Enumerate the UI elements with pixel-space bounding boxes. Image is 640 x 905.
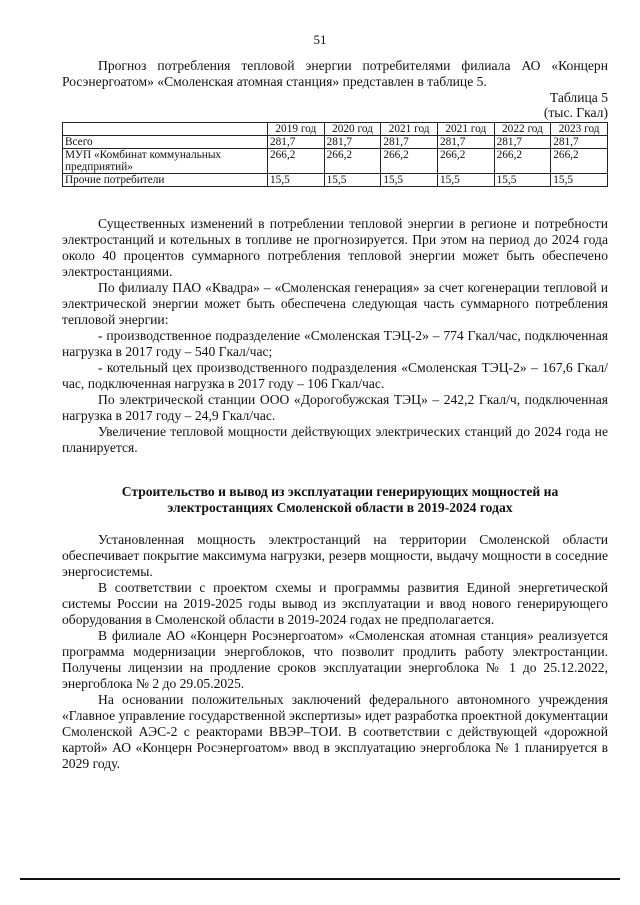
- table-cell: 266,2: [551, 149, 608, 174]
- table-cell: Всего: [63, 136, 268, 149]
- table-row: [63, 136, 608, 149]
- table-unit: (тыс. Гкал): [543, 105, 608, 120]
- paragraph: В соответствии с проектом схемы и программы развития Единой энергетической системы России на 2019-2025 годы вывод из эксплуатации и ввод нового генерирующего оборудования в Смоленской области в 2019-2024 годах не предполагается.: [62, 580, 608, 627]
- page-number: 51: [313, 32, 327, 47]
- consumption-section: [62, 216, 608, 456]
- section-heading-block: [100, 484, 580, 516]
- paragraph: Установленная мощность электростанций на территории Смоленской области обеспечивает покрытие максимума нагрузки, резерв мощности, выдачу мощности в соседние энергосистемы.: [62, 532, 608, 579]
- table-cell: 15,5: [437, 174, 494, 187]
- paragraph: По филиалу ПАО «Квадра» – «Смоленская генерация» за счет когенерации тепловой и электрической энергии может быть обеспечена следующая часть суммарного потребления тепловой энергии:: [62, 280, 608, 327]
- table-cell: 281,7: [437, 136, 494, 149]
- table-header-row: [63, 123, 608, 136]
- paragraph: - производственное подразделение «Смоленская ТЭЦ-2» – 774 Гкал/час, подключенная нагрузка в 2017 году – 540 Гкал/час;: [62, 328, 608, 359]
- table-header-cell: 2020 год: [324, 123, 381, 136]
- generation-section: [62, 532, 608, 772]
- paragraph: По электрической станции ООО «Дорогобужская ТЭЦ» – 242,2 Гкал/ч, подключенная нагрузка в 2017 году – 24,9 Гкал/час.: [62, 392, 608, 423]
- table-cell: 281,7: [324, 136, 381, 149]
- paragraph: - котельный цех производственного подразделения «Смоленская ТЭЦ-2» – 167,6 Гкал/час, подключенная нагрузка в 2017 году – 106 Гкал/час.: [62, 360, 608, 391]
- table-row: [63, 174, 608, 187]
- intro-block: [62, 58, 608, 187]
- table-header-cell: 2019 год: [268, 123, 325, 136]
- table-header-cell: 2022 год: [494, 123, 551, 136]
- table-cell: 281,7: [494, 136, 551, 149]
- table-row: [63, 149, 608, 174]
- table-cell: 15,5: [268, 174, 325, 187]
- table-cell: 281,7: [268, 136, 325, 149]
- table-header-cell: 2021 год: [381, 123, 438, 136]
- table-cell: 266,2: [437, 149, 494, 174]
- table-cell: Прочие потребители: [63, 174, 268, 187]
- paragraph: Увеличение тепловой мощности действующих электрических станций до 2024 года не планируется.: [62, 424, 608, 455]
- table-header-cell: [63, 123, 268, 136]
- table-cell: 15,5: [324, 174, 381, 187]
- table-cell: 266,2: [268, 149, 325, 174]
- table-header-cell: 2023 год: [551, 123, 608, 136]
- section-heading: Строительство и вывод из эксплуатации генерирующих мощностей на электростанциях Смоленской области в 2019-2024 годах: [121, 484, 559, 515]
- table-caption: Таблица 5: [549, 90, 608, 105]
- intro-paragraph: Прогноз потребления тепловой энергии потребителями филиала АО «Концерн Росэнергоатом» «Смоленская атомная станция» представлен в таблице 5.: [62, 58, 608, 89]
- bottom-rule: [20, 878, 620, 880]
- table-cell: 281,7: [551, 136, 608, 149]
- table-cell: 15,5: [551, 174, 608, 187]
- table-cell: 266,2: [494, 149, 551, 174]
- paragraph: В филиале АО «Концерн Росэнергоатом» «Смоленская атомная станция» реализуется программа модернизации энергоблоков, что позволит продлить работу электростанции. Получены лицензии на продление сроков эксплуатации энергоблока № 1 до 25.12.2022, энергоблока № 2 до 29.05.2025.: [62, 628, 608, 691]
- table-header-cell: 2021 год: [437, 123, 494, 136]
- table-cell: 266,2: [381, 149, 438, 174]
- paragraph: На основании положительных заключений федерального автономного учреждения «Главное управление государственной экспертизы» идет разработка проектной документации Смоленской АЭС-2 с реакторами ВВЭР–ТОИ. В соответствии с действующей «дорожной картой» АО «Концерн Росэнергоатом» ввод в эксплуатацию энергоблока № 1 планируется в 2029 году.: [62, 692, 608, 771]
- table-cell: МУП «Комбинат коммунальных предприятий»: [63, 149, 268, 174]
- table-cell: 15,5: [494, 174, 551, 187]
- paragraph: Существенных изменений в потреблении тепловой энергии в регионе и потребности электростанций и котельных в топливе не прогнозируется. При этом на период до 2024 года около 40 процентов суммарного потребления тепловой энергии может быть обеспечено электростанциями.: [62, 216, 608, 279]
- table-cell: 281,7: [381, 136, 438, 149]
- table-cell: 266,2: [324, 149, 381, 174]
- table-cell: 15,5: [381, 174, 438, 187]
- consumption-table: [62, 122, 608, 187]
